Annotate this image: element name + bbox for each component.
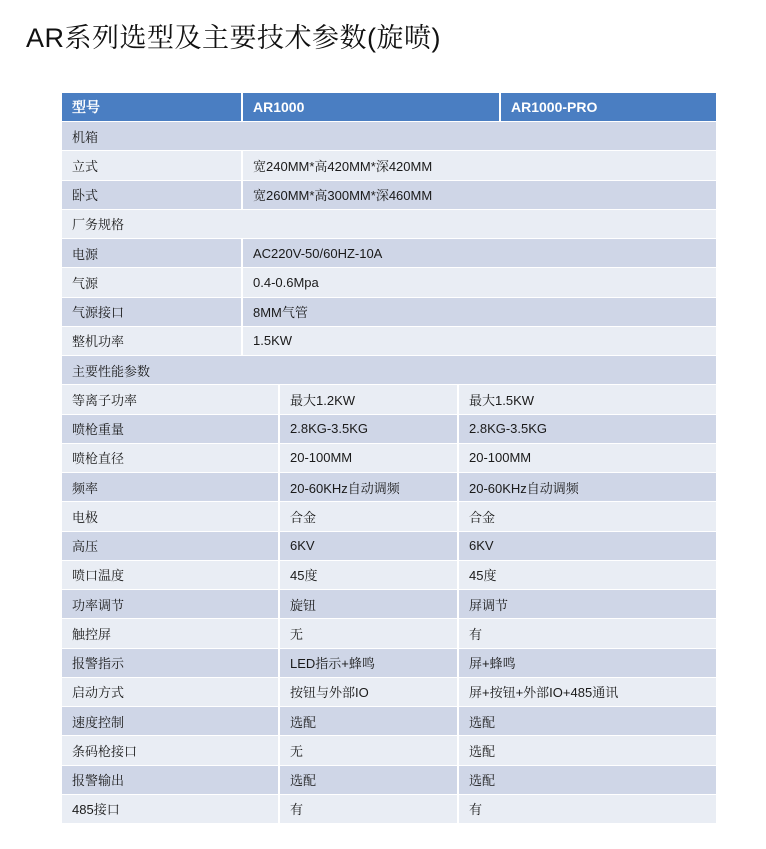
table-header-row bbox=[62, 93, 716, 122]
row-label: 喷枪直径 bbox=[72, 451, 125, 467]
row-label: 报警指示 bbox=[72, 656, 125, 672]
row-value: 宽260MM*高300MM*深460MM bbox=[241, 181, 716, 209]
table-row bbox=[62, 473, 716, 502]
table-row bbox=[62, 385, 716, 414]
row-value-b: 屏+按钮+外部IO+485通讯 bbox=[457, 678, 716, 706]
table-row bbox=[62, 649, 716, 678]
row-value-a: 选配 bbox=[278, 766, 457, 794]
row-value: 宽240MM*高420MM*深420MM bbox=[241, 151, 716, 179]
table-row bbox=[62, 766, 716, 795]
row-value-b: 45度 bbox=[457, 561, 716, 589]
row-value-b: 20-60KHz自动调频 bbox=[457, 473, 716, 501]
row-label: 卧式 bbox=[72, 188, 99, 204]
row-label: 启动方式 bbox=[72, 685, 125, 701]
row-value-a: 2.8KG-3.5KG bbox=[278, 415, 457, 443]
page-title: AR系列选型及主要技术参数(旋喷) bbox=[26, 23, 441, 53]
row-label: 485接口 bbox=[72, 802, 120, 818]
row-value-b: 选配 bbox=[457, 736, 716, 764]
row-value-b: 选配 bbox=[457, 766, 716, 794]
table-row bbox=[62, 561, 716, 590]
row-label: 电极 bbox=[72, 509, 99, 525]
table-row bbox=[62, 181, 716, 210]
table-row bbox=[62, 736, 716, 765]
row-value-b: 20-100MM bbox=[457, 444, 716, 472]
row-value-b: 合金 bbox=[457, 502, 716, 530]
row-label: 喷枪重量 bbox=[72, 422, 125, 438]
table-row bbox=[62, 298, 716, 327]
row-label: 频率 bbox=[72, 480, 99, 496]
row-label: 高压 bbox=[72, 539, 99, 555]
table-row bbox=[62, 239, 716, 268]
table-row bbox=[62, 619, 716, 648]
row-value-b: 有 bbox=[457, 795, 716, 823]
row-label: 整机功率 bbox=[72, 334, 125, 350]
row-value-b: 屏+蜂鸣 bbox=[457, 649, 716, 677]
row-value-a: 无 bbox=[278, 736, 457, 764]
row-value-b: 最大1.5KW bbox=[457, 385, 716, 413]
row-value: 8MM气管 bbox=[241, 298, 716, 326]
row-value-a: 有 bbox=[278, 795, 457, 823]
row-value-a: 45度 bbox=[278, 561, 457, 589]
row-label: 电源 bbox=[72, 246, 99, 262]
table-row bbox=[62, 444, 716, 473]
row-value-a: 按钮与外部IO bbox=[278, 678, 457, 706]
row-value-a: 20-60KHz自动调频 bbox=[278, 473, 457, 501]
spec-table bbox=[62, 93, 716, 824]
section-row-chassis bbox=[62, 122, 716, 151]
section-label: 厂务规格 bbox=[72, 217, 125, 233]
row-value: 1.5KW bbox=[241, 327, 716, 355]
section-label: 主要性能参数 bbox=[72, 363, 151, 379]
row-label: 速度控制 bbox=[72, 714, 125, 730]
row-value: 0.4-0.6Mpa bbox=[241, 268, 716, 296]
row-value-a: 旋钮 bbox=[278, 590, 457, 618]
row-value-a: 选配 bbox=[278, 707, 457, 735]
row-value-a: 6KV bbox=[278, 532, 457, 560]
table-row bbox=[62, 532, 716, 561]
table-row bbox=[62, 268, 716, 297]
section-label: 机箱 bbox=[72, 129, 99, 145]
table-row bbox=[62, 678, 716, 707]
row-value-b: 选配 bbox=[457, 707, 716, 735]
row-value-a: 合金 bbox=[278, 502, 457, 530]
row-value-a: LED指示+蜂鸣 bbox=[278, 649, 457, 677]
row-label: 功率调节 bbox=[72, 597, 125, 613]
row-value-a: 最大1.2KW bbox=[278, 385, 457, 413]
row-label: 立式 bbox=[72, 158, 99, 174]
row-label: 报警输出 bbox=[72, 773, 125, 789]
row-value-b: 有 bbox=[457, 619, 716, 647]
row-label: 喷口温度 bbox=[72, 568, 125, 584]
row-label: 条码枪接口 bbox=[72, 743, 138, 759]
row-value-a: 无 bbox=[278, 619, 457, 647]
table-row bbox=[62, 151, 716, 180]
row-label: 气源 bbox=[72, 275, 99, 291]
row-value: AC220V-50/60HZ-10A bbox=[241, 239, 716, 267]
row-value-b: 屏调节 bbox=[457, 590, 716, 618]
section-row-main-params bbox=[62, 356, 716, 385]
section-row-factory bbox=[62, 210, 716, 239]
table-row bbox=[62, 415, 716, 444]
table-row bbox=[62, 327, 716, 356]
row-value-b: 6KV bbox=[457, 532, 716, 560]
header-model-a: AR1000 bbox=[241, 93, 499, 121]
row-value-a: 20-100MM bbox=[278, 444, 457, 472]
header-model-b: AR1000-PRO bbox=[499, 93, 716, 121]
table-row bbox=[62, 590, 716, 619]
row-label: 触控屏 bbox=[72, 626, 112, 642]
table-row bbox=[62, 707, 716, 736]
table-row bbox=[62, 795, 716, 824]
row-label: 气源接口 bbox=[72, 305, 125, 321]
row-label: 等离子功率 bbox=[72, 392, 138, 408]
row-value-b: 2.8KG-3.5KG bbox=[457, 415, 716, 443]
header-label: 型号 bbox=[72, 99, 100, 115]
table-row bbox=[62, 502, 716, 531]
